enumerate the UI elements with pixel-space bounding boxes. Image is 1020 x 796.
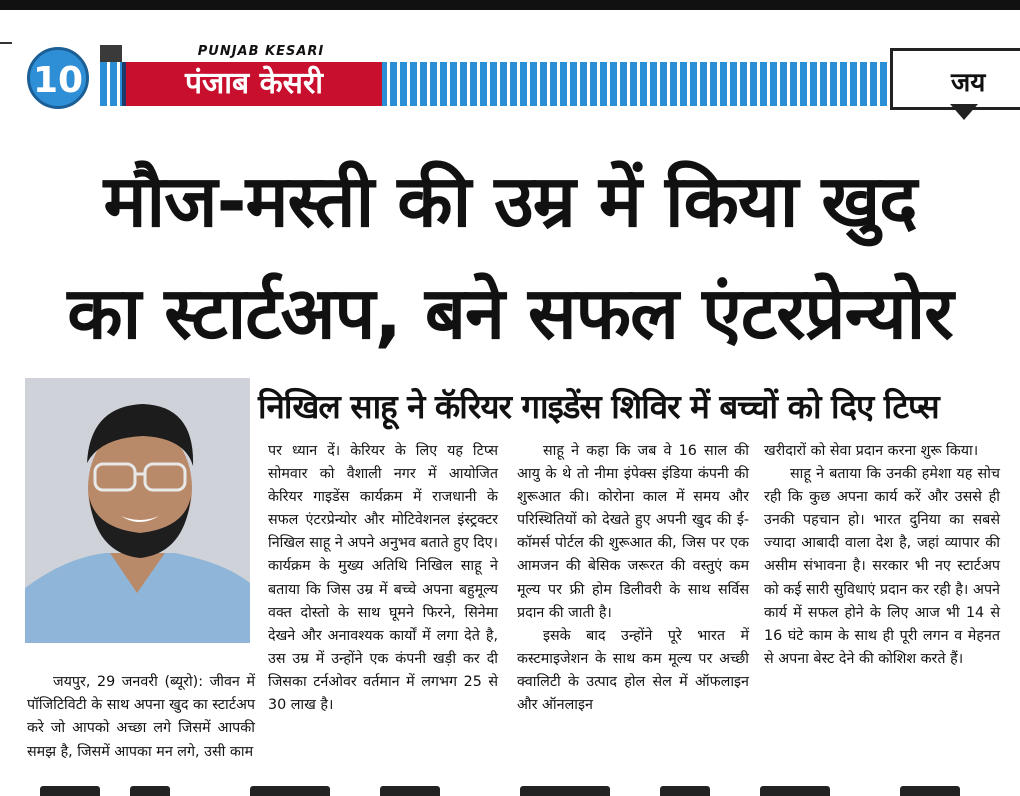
portrait-illustration xyxy=(25,378,250,643)
article-paragraph: खरीदारों को सेवा प्रदान करना शुरू किया। xyxy=(764,443,979,459)
article-paragraph: साहू ने कहा कि जब वे 16 साल की आयु के थे तो नीमा इंपेक्स इंडिया कंपनी की शुरूआत की। कोरोना काल में समय और परिस्थितियों को देखते हुए अपनी खुद की ई-कॉमर्स पोर्टल की शुरूआत की, जिस पर एक आमजन की बेसिक जरूरत की वस्तुएं कम मूल्य पर फ्री होम डिलीवरी के साथ सर्विस प्रदान की जाती है। xyxy=(517,443,749,621)
section-tag-box xyxy=(890,48,1020,110)
article-column-4 xyxy=(764,440,1000,671)
article-paragraph: साहू ने बताया कि उनकी हमेशा यह सोच रही कि कुछ अपना कार्य करें और उससे ही उनकी पहचान हो। भारत दुनिया का सबसे ज्यादा आबादी वाला देश है, जहां व्यापार की असीम संभावना है। सरकार भी नए स्टार्टअप को कई सारी सुविधाएं प्रदान कर रही है। अपने कार्य में सफल होने के लिए आज भी 14 से 16 घंटे काम के साथ ही पूरी लगन व मेहनत से अपना बेस्ट देने की कोशिश करते हैं। xyxy=(764,466,1000,667)
section-tag-pointer xyxy=(950,104,978,120)
page-number-badge: 10 xyxy=(27,47,89,109)
article-column-3 xyxy=(517,440,749,717)
article-paragraph: पर ध्यान दें। केरियर के लिए यह टिप्स सोमवार को वैशाली नगर में आयोजित केरियर गाइडेंस कार्यक्रम में राजधानी के सफल एंटरप्रेन्योर और मोटिवेशनल इंस्ट्रक्टर निखिल साहू ने अपने अनुभव बताते हुए दिए। कार्यक्रम के मुख्य अतिथि निखिल साहू ने बताया कि जिस उम्र में बच्चे अपना बहुमूल्य वक्त दोस्तो के साथ घूमने फिरने, सिनेमा देखने और अनावश्यक कार्यों में लगा देते है, उस उम्र में उन्होंने एक कंपनी खड़ी कर दी जिसका टर्नओवर वर्तमान में लगभग 25 से 30 लाख है। xyxy=(268,443,498,714)
sub-headline: निखिल साहू ने कॅरियर गाइडेंस शिविर में बच्चों को दिए टिप्स xyxy=(258,387,939,426)
portrait-photo xyxy=(25,378,250,643)
article-dateline-paragraph: जयपुर, 29 जनवरी (ब्यूरो): जीवन में पॉजिटिविटी के साथ अपना खुद का स्टार्टअप करे जो आपको अच्छा लगे जिसमें आपकी समझ है, जिसमें आपका मन लगे, उसी काम xyxy=(27,674,255,760)
section-tag-label: जय xyxy=(951,68,986,98)
article-column-2 xyxy=(268,440,498,717)
masthead-corner xyxy=(100,45,122,63)
article-paragraph: इसके बाद उन्होंने पूरे भारत में कस्टमाइजेशन के साथ कम मूल्य पर अच्छी क्वालिटी के उत्पाद होल सेल में ऑफलाइन और ऑनलाइन xyxy=(517,627,749,714)
headline-line-1: मौज-मस्ती की उम्र में किया खुद xyxy=(103,159,917,243)
crop-mark xyxy=(0,42,12,44)
article-column-1 xyxy=(27,657,255,778)
brand-english-label: PUNJAB KESARI xyxy=(197,44,325,59)
headline-line-2: का स्टार्टअप, बने सफल एंटरप्रेन्योर xyxy=(67,271,953,355)
brand-hindi-logo: पंजाब केसरी xyxy=(122,62,382,106)
next-headline-cutoff xyxy=(0,784,1020,796)
top-border xyxy=(0,0,1020,10)
